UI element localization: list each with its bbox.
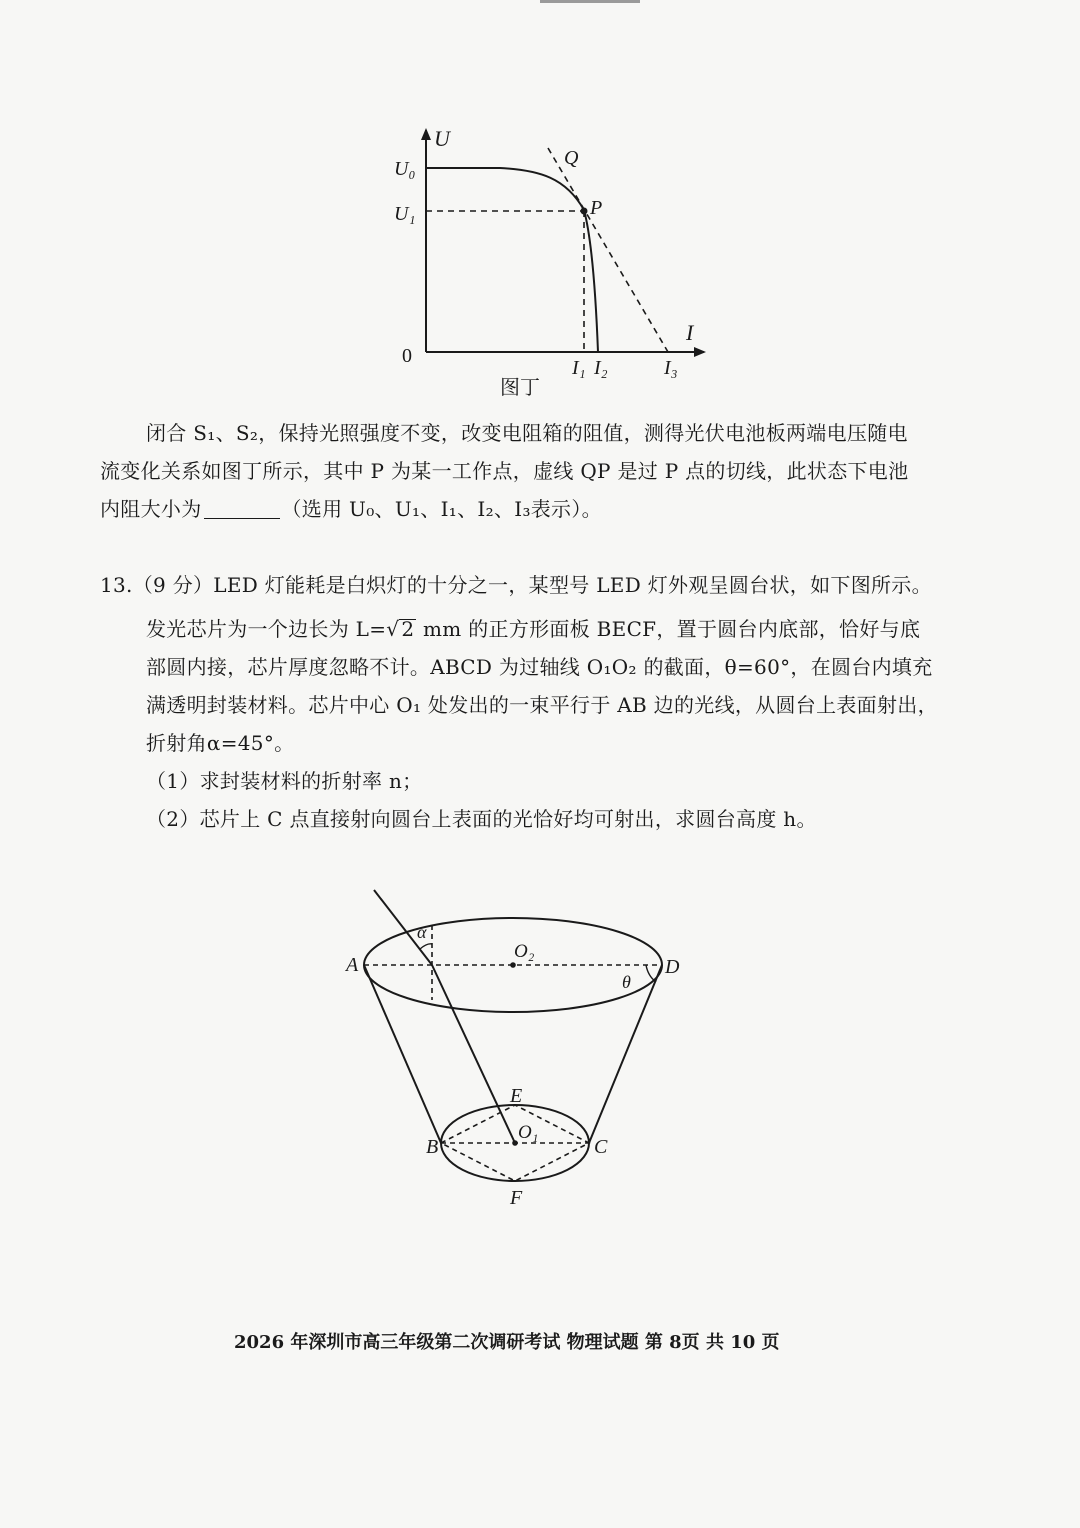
label-a: A bbox=[346, 954, 359, 976]
q12-line-1: 闭合 S₁、S₂，保持光照强度不变，改变电阻箱的阻值，测得光伏电池板两端电压随电 bbox=[146, 421, 908, 445]
o2-dot bbox=[510, 962, 516, 968]
tangent-qp bbox=[548, 148, 668, 352]
i1-label: I₁ bbox=[572, 357, 586, 379]
page-footer: 2026 年深圳市高三年级第二次调研考试 物理试题 第 8页 共 10 页 bbox=[234, 1332, 780, 1353]
u0-label: U₀ bbox=[394, 158, 416, 180]
answer-blank[interactable] bbox=[204, 498, 280, 519]
graph-caption: 图丁 bbox=[500, 377, 540, 399]
q12-line-3 bbox=[100, 490, 936, 528]
i-axis-label: I bbox=[686, 320, 694, 345]
point-p-dot bbox=[581, 208, 588, 215]
label-d: D bbox=[665, 956, 680, 978]
q13-part-1: （1）求封装材料的折射率 n； bbox=[146, 769, 423, 793]
i3-label: I₃ bbox=[664, 357, 678, 379]
side-ab bbox=[364, 965, 441, 1143]
ray-inside bbox=[432, 965, 515, 1143]
q13-block bbox=[100, 566, 980, 838]
label-e: E bbox=[510, 1085, 523, 1107]
q13-line-5: 折射角α=45°。 bbox=[146, 731, 295, 755]
q12-line-3-start: 内阻大小为 bbox=[100, 497, 202, 521]
u1-label: U₁ bbox=[394, 203, 416, 225]
q13-line-2-end: mm 的正方形面板 BECF，置于圆台内底部，恰好与底 bbox=[416, 617, 921, 641]
u-i-graph bbox=[0, 0, 1080, 410]
q13-line-1: 13.（9 分）LED 灯能耗是白炽灯的十分之一，某型号 LED 灯外观呈圆台状，如下图所示。 bbox=[100, 573, 932, 597]
label-f: F bbox=[510, 1187, 523, 1209]
q13-line-4: 满透明封装材料。芯片中心 O₁ 处发出的一束平行于 AB 边的光线，从圆台上表面射出， bbox=[146, 693, 938, 717]
point-p-label: P bbox=[590, 197, 603, 219]
q13-part-2: （2）芯片上 C 点直接射向圆台上表面的光恰好均可射出，求圆台高度 h。 bbox=[146, 807, 817, 831]
q12-line-2: 流变化关系如图丁所示，其中 P 为某一工作点，虚线 QP 是过 P 点的切线，此状态下电池 bbox=[100, 459, 909, 483]
q12-line-3-end: （选用 U₀、U₁、I₁、I₂、I₃表示）。 bbox=[281, 497, 602, 521]
q12-paragraph bbox=[100, 414, 936, 528]
o1-dot bbox=[512, 1140, 518, 1146]
origin-label: 0 bbox=[402, 345, 412, 367]
label-theta: θ bbox=[622, 972, 631, 992]
u-i-curve bbox=[426, 168, 598, 352]
label-o1: O₁ bbox=[518, 1122, 539, 1143]
frustum-diagram bbox=[0, 870, 1080, 1230]
point-q-label: Q bbox=[564, 147, 579, 169]
q13-line-3: 部圆内接，芯片厚度忽略不计。ABCD 为过轴线 O₁O₂ 的截面，θ=60°，在圆台内填充 bbox=[146, 655, 933, 679]
q13-line-2: 发光芯片为一个边长为 L=√ 2 mm 的正方形面板 BECF，置于圆台内底部，恰好与底 bbox=[146, 617, 921, 641]
alpha-arc bbox=[420, 944, 432, 949]
i2-label: I₂ bbox=[594, 357, 608, 379]
label-o2: O₂ bbox=[514, 941, 535, 962]
sqrt-value: 2 bbox=[401, 617, 415, 641]
label-b: B bbox=[426, 1136, 439, 1158]
u-axis-label: U bbox=[434, 126, 450, 151]
label-c: C bbox=[594, 1136, 608, 1158]
label-alpha: α bbox=[417, 922, 427, 942]
q13-line-2-start: 发光芯片为一个边长为 L= bbox=[146, 617, 387, 641]
